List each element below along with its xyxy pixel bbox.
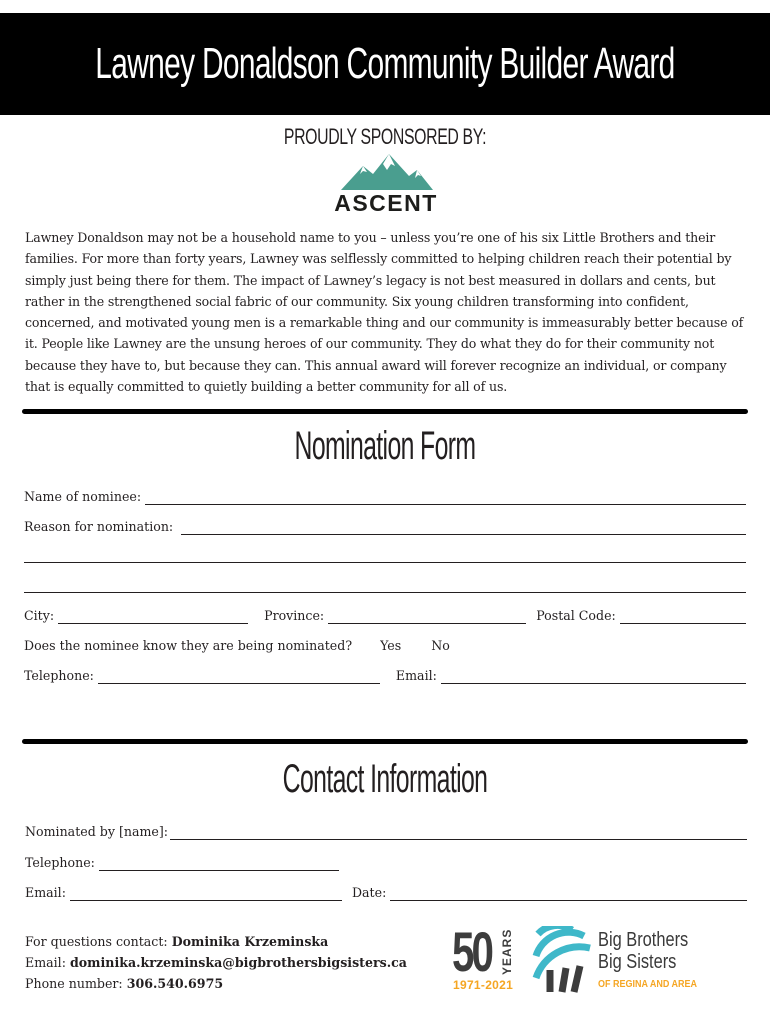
date-label: Date:	[351, 885, 387, 900]
reason-label: Reason for nomination:	[24, 519, 174, 534]
nominator-email-field[interactable]	[70, 888, 342, 901]
nominated-by-row	[25, 824, 747, 840]
sponsor-label: PROUDLY SPONSORED BY:	[283, 124, 487, 149]
nominee-name-label: Name of nominee:	[24, 489, 142, 504]
bbbs-line-2: Big Sisters	[598, 951, 677, 973]
nominee-name-row	[24, 489, 746, 505]
contact-person-line	[25, 931, 407, 952]
anniversary-range: 1971-2021	[453, 978, 514, 992]
title-banner	[0, 13, 770, 115]
sponsor-logo-text: ASCENT	[334, 190, 438, 216]
anniversary-years-label: YEARS	[500, 928, 514, 975]
postal-code-label: Postal Code:	[536, 608, 616, 623]
province-label: Province:	[264, 608, 325, 623]
contact-person-label: For questions contact:	[25, 934, 168, 949]
nomination-form-title: Nomination Form	[294, 424, 476, 468]
award-title: Lawney Donaldson Community Builder Award	[95, 39, 675, 88]
no-option[interactable]: No	[431, 638, 450, 653]
address-row	[24, 608, 746, 624]
nominee-telephone-field[interactable]	[98, 671, 380, 684]
reason-row	[24, 519, 746, 535]
nominee-telephone-label: Telephone:	[24, 668, 94, 683]
contact-information-title: Contact Information	[282, 757, 488, 801]
nominee-email-field[interactable]	[441, 671, 746, 684]
reason-field[interactable]	[181, 522, 746, 535]
nominated-by-label: Nominated by [name]:	[25, 824, 169, 839]
section-divider	[22, 409, 748, 414]
reason-field-line-3[interactable]	[24, 592, 746, 593]
nominator-email-date-row	[25, 885, 747, 901]
yes-option[interactable]: Yes	[380, 638, 402, 653]
reason-field-line-2[interactable]	[24, 562, 746, 563]
nominee-email-label: Email:	[395, 668, 437, 683]
contact-phone-line	[25, 973, 407, 994]
province-field[interactable]	[328, 611, 526, 624]
bbbs-line-1: Big Brothers	[598, 929, 689, 951]
bbbs-region: OF REGINA AND AREA	[598, 979, 697, 990]
city-field[interactable]	[58, 611, 248, 624]
nominator-telephone-label: Telephone:	[25, 855, 95, 870]
section-divider	[22, 739, 748, 744]
anniversary-number: 50	[452, 920, 492, 983]
contact-phone-label: Phone number:	[25, 976, 123, 991]
intro-paragraph: Lawney Donaldson may not be a household name to you – unless you’re one of his six Little Brothers and their families. For more than forty years, Lawney was selflessly committed to helping children reach their potential by simply just being there for them. The impact of Lawney’s legacy is not best measured in dollars and cents, but rather in the strengthened social fabric of our community. Six young children transforming into confident, concerned, and motivated young men is a remarkable thing and our community is immeasurably better because of it. People like Lawney are the unsung heroes of our community. They do what they do for their community not because they have to, but because they can. This annual award will forever recognize an individual, or company that is equally committed to quietly building a better community for all of us.	[25, 230, 744, 395]
nominee-aware-row	[24, 638, 746, 654]
contact-email-link[interactable]: dominika.krzeminska@bigbrothersbigsisters.ca	[69, 955, 407, 970]
date-field[interactable]	[390, 888, 747, 901]
nominee-contact-row	[24, 668, 746, 684]
nominator-telephone-field[interactable]	[99, 858, 339, 871]
nominator-telephone-row	[25, 855, 345, 871]
contact-email-label: Email:	[25, 955, 66, 970]
nominee-name-field[interactable]	[145, 492, 746, 505]
nominee-aware-question: Does the nominee know they are being nominated?	[24, 638, 353, 653]
bbbs-logo-icon	[532, 926, 594, 994]
postal-code-field[interactable]	[620, 611, 746, 624]
bbbs-organization-name	[598, 929, 688, 973]
questions-contact-block	[25, 931, 407, 994]
nominated-by-field[interactable]	[170, 827, 747, 840]
contact-person-name: Dominika Krzeminska	[171, 934, 329, 949]
contact-phone-value: 306.540.6975	[126, 976, 224, 991]
contact-email-line	[25, 952, 407, 973]
city-label: City:	[24, 608, 55, 623]
nominator-email-label: Email:	[25, 885, 66, 900]
